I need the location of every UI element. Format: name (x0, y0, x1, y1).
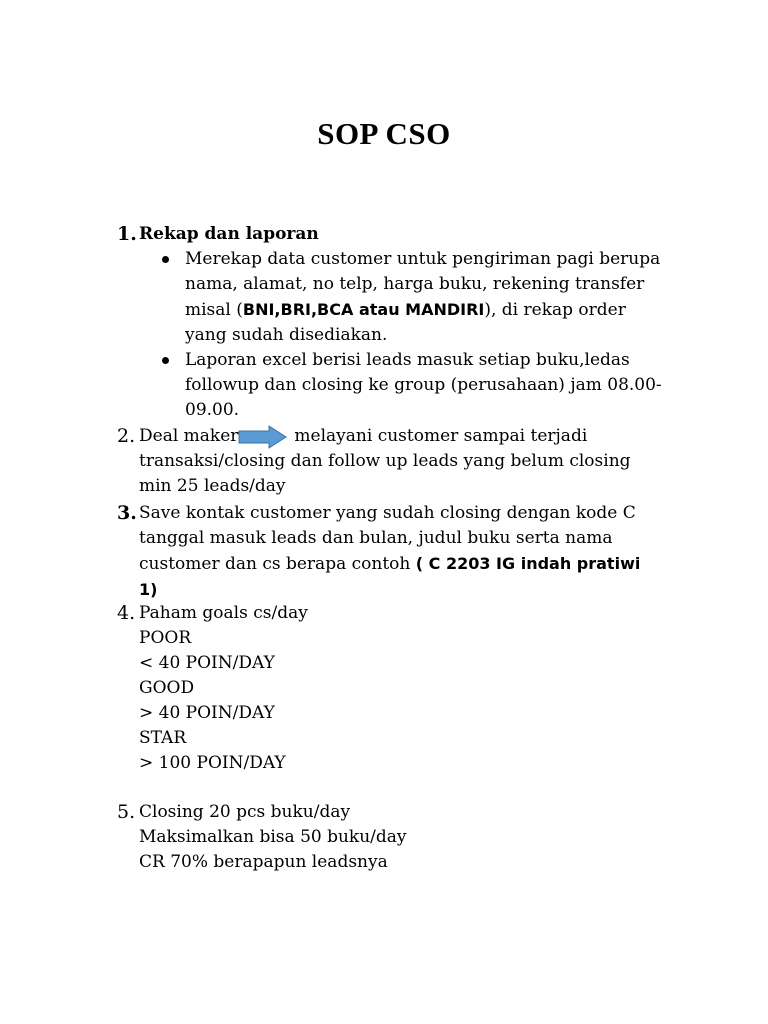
text-line: Merekap data customer untuk pengiriman pagi berupa (185, 249, 661, 269)
text-segment: ), di rekap order (484, 300, 626, 320)
bold-text: 1) (139, 580, 158, 599)
text-line: Closing 20 pcs buku/day (139, 802, 351, 822)
list-number: 2. (117, 425, 136, 447)
text-line: tanggal masuk leads dan bulan, judul buku serta nama (139, 528, 613, 548)
bullet-item (162, 348, 672, 423)
list-number: 3. (117, 502, 137, 524)
text-line: followup dan closing ke group (perusahaan) jam 08.00- (185, 375, 662, 395)
right-arrow-icon (238, 425, 288, 449)
text-line: Paham goals cs/day (139, 603, 308, 623)
text-line: 09.00. (185, 400, 240, 420)
text-line: Laporan excel berisi leads masuk setiap buku,ledas (185, 350, 630, 370)
text-line: STAR (139, 728, 187, 748)
text-line: GOOD (139, 678, 195, 698)
text-line: nama, alamat, no telp, harga buku, rekening transfer (185, 274, 645, 294)
text-line: transaksi/closing dan follow up leads yang belum closing (139, 451, 631, 471)
text-line: < 40 POIN/DAY (139, 653, 275, 673)
text-line: POOR (139, 628, 192, 648)
text-line: min 25 leads/day (139, 476, 286, 496)
text-line: Maksimalkan bisa 50 buku/day (139, 827, 407, 847)
list-number: 5. (117, 801, 136, 823)
text-line (139, 424, 679, 449)
bullet-list (162, 247, 672, 423)
text-segment: Deal maker (139, 426, 239, 446)
text-line: Save kontak customer yang sudah closing dengan kode C (139, 503, 636, 523)
text-line: > 100 POIN/DAY (139, 753, 286, 773)
bold-text: BNI,BRI,BCA atau MANDIRI (242, 300, 485, 319)
text-segment: misal ( (185, 300, 243, 320)
text-segment: customer dan cs berapa contoh (139, 554, 416, 574)
item-heading: Rekap dan laporan (139, 224, 319, 244)
text-line: CR 70% berapapun leadsnya (139, 852, 388, 872)
bold-text: ( C 2203 IG indah pratiwi (415, 554, 641, 573)
text-line: > 40 POIN/DAY (139, 703, 275, 723)
text-line (139, 551, 679, 577)
text-line: yang sudah disediakan. (185, 325, 388, 345)
text-segment: melayani customer sampai terjadi (294, 426, 588, 446)
page-title: SOP CSO (317, 116, 451, 151)
bullet-icon (162, 357, 169, 364)
bullet-icon (162, 256, 169, 263)
list-number: 4. (117, 602, 136, 624)
bullet-item (162, 247, 672, 348)
text-line (185, 297, 672, 323)
list-number: 1. (117, 223, 137, 245)
